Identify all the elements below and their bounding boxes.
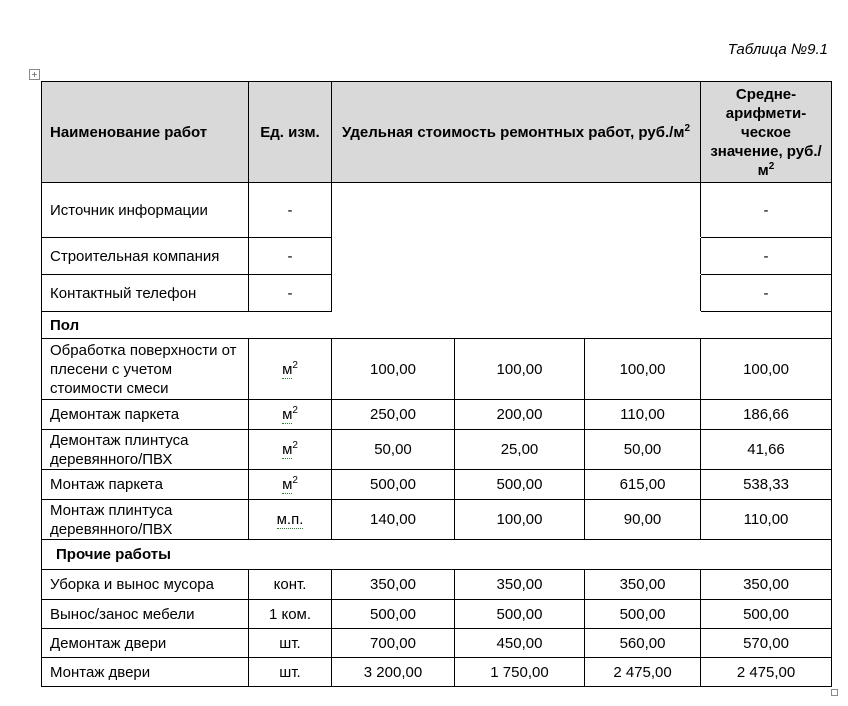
row-value: 250,00	[332, 400, 455, 430]
row-unit	[249, 430, 332, 470]
table-row	[42, 430, 832, 470]
row-value: 110,00	[585, 400, 701, 430]
row-avg: 110,00	[701, 500, 832, 540]
row-unit	[249, 339, 332, 400]
row-unit	[249, 600, 332, 629]
row-value: 500,00	[332, 470, 455, 500]
row-value: 200,00	[455, 400, 585, 430]
row-name: Демонтаж паркета	[42, 400, 249, 430]
row-value: 50,00	[585, 430, 701, 470]
row-unit	[249, 470, 332, 500]
header-avg-sup: 2	[768, 160, 775, 172]
row-value: 3 200,00	[332, 658, 455, 687]
row-value: 500,00	[455, 470, 585, 500]
row-name: Демонтаж двери	[42, 629, 249, 658]
row-name: Уборка и вынос мусора	[42, 570, 249, 600]
table-row	[42, 570, 832, 600]
row-value: 700,00	[332, 629, 455, 658]
row-unit: -	[249, 183, 332, 238]
section-row	[42, 540, 832, 570]
header-unit: Ед. изм.	[249, 82, 332, 183]
row-value: 350,00	[585, 570, 701, 600]
section-title: Пол	[42, 312, 832, 339]
header-avg	[701, 82, 832, 183]
unit-sup: 2	[292, 359, 298, 371]
row-value: 100,00	[585, 339, 701, 400]
row-value: 25,00	[455, 430, 585, 470]
row-value: 560,00	[585, 629, 701, 658]
row-unit	[249, 570, 332, 600]
row-avg: 41,66	[701, 430, 832, 470]
unit-text: шт.	[279, 634, 301, 652]
row-avg: -	[701, 238, 832, 275]
row-name: Обработка поверхности от плесени с учетом стоимости смеси	[42, 339, 249, 400]
header-avg-text: Средне-арифмети-ческое значение, руб./м	[710, 85, 822, 179]
row-unit	[249, 629, 332, 658]
info-row	[42, 238, 832, 275]
row-avg: 100,00	[701, 339, 832, 400]
unit-text: м	[282, 441, 293, 458]
row-value: 500,00	[332, 600, 455, 629]
unit-text: шт.	[279, 663, 301, 681]
row-unit	[249, 658, 332, 687]
row-name: Монтаж плинтуса деревянного/ПВХ	[42, 500, 249, 540]
repair-cost-table	[41, 81, 832, 687]
unit-text: конт.	[273, 576, 307, 593]
table-row	[42, 400, 832, 430]
row-name: Монтаж паркета	[42, 470, 249, 500]
table-move-handle-icon[interactable]: +	[29, 69, 40, 80]
row-value: 350,00	[332, 570, 455, 600]
header-cost-sup: 2	[684, 122, 690, 134]
table-row	[42, 500, 832, 540]
unit-sup: 2	[292, 405, 298, 416]
table-caption: Таблица №9.1	[727, 41, 828, 58]
section-row	[42, 312, 832, 339]
row-value: 450,00	[455, 629, 585, 658]
table-header-row	[42, 82, 832, 183]
table-resize-handle[interactable]	[831, 689, 838, 696]
table-row	[42, 339, 832, 400]
info-row	[42, 183, 832, 238]
row-value: 350,00	[455, 570, 585, 600]
unit-text: 1 ком.	[268, 605, 312, 623]
table-row	[42, 658, 832, 687]
section-title: Прочие работы	[42, 540, 832, 570]
row-name: Контактный телефон	[42, 275, 249, 312]
row-value: 50,00	[332, 430, 455, 470]
header-cost	[332, 82, 701, 183]
unit-text: м.п.	[276, 511, 304, 528]
row-avg: 186,66	[701, 400, 832, 430]
unit-text: м	[282, 476, 293, 493]
row-value: 140,00	[332, 500, 455, 540]
blank-cell	[332, 238, 701, 275]
row-value: 615,00	[585, 470, 701, 500]
table-row	[42, 629, 832, 658]
header-cost-text: Удельная стоимость ремонтных работ, руб./м	[342, 123, 685, 141]
row-value: 100,00	[455, 500, 585, 540]
row-name: Источник информации	[42, 183, 249, 238]
table-row	[42, 600, 832, 629]
row-value: 500,00	[455, 600, 585, 629]
row-avg: 538,33	[701, 470, 832, 500]
unit-sup: 2	[292, 475, 298, 486]
row-value: 1 750,00	[455, 658, 585, 687]
row-unit: -	[249, 238, 332, 275]
table-row	[42, 470, 832, 500]
blank-cell	[332, 275, 701, 312]
row-value: 500,00	[585, 600, 701, 629]
row-avg: 2 475,00	[701, 658, 832, 687]
unit-text: м	[282, 406, 293, 423]
row-avg: 570,00	[701, 629, 832, 658]
info-row	[42, 275, 832, 312]
row-value: 2 475,00	[585, 658, 701, 687]
row-avg: 500,00	[701, 600, 832, 629]
row-value: 100,00	[455, 339, 585, 400]
row-avg: -	[701, 275, 832, 312]
blank-cell	[332, 183, 701, 238]
row-name: Монтаж двери	[42, 658, 249, 687]
row-name: Вынос/занос мебели	[42, 600, 249, 629]
row-value: 90,00	[585, 500, 701, 540]
header-name: Наименование работ	[42, 82, 249, 183]
row-unit: -	[249, 275, 332, 312]
row-name: Строительная компания	[42, 238, 249, 275]
row-value: 100,00	[332, 339, 455, 400]
row-avg: -	[701, 183, 832, 238]
row-unit	[249, 500, 332, 540]
row-unit	[249, 400, 332, 430]
unit-text: м	[282, 360, 293, 378]
row-avg: 350,00	[701, 570, 832, 600]
unit-sup: 2	[292, 440, 298, 451]
row-name: Демонтаж плинтуса деревянного/ПВХ	[42, 430, 249, 470]
